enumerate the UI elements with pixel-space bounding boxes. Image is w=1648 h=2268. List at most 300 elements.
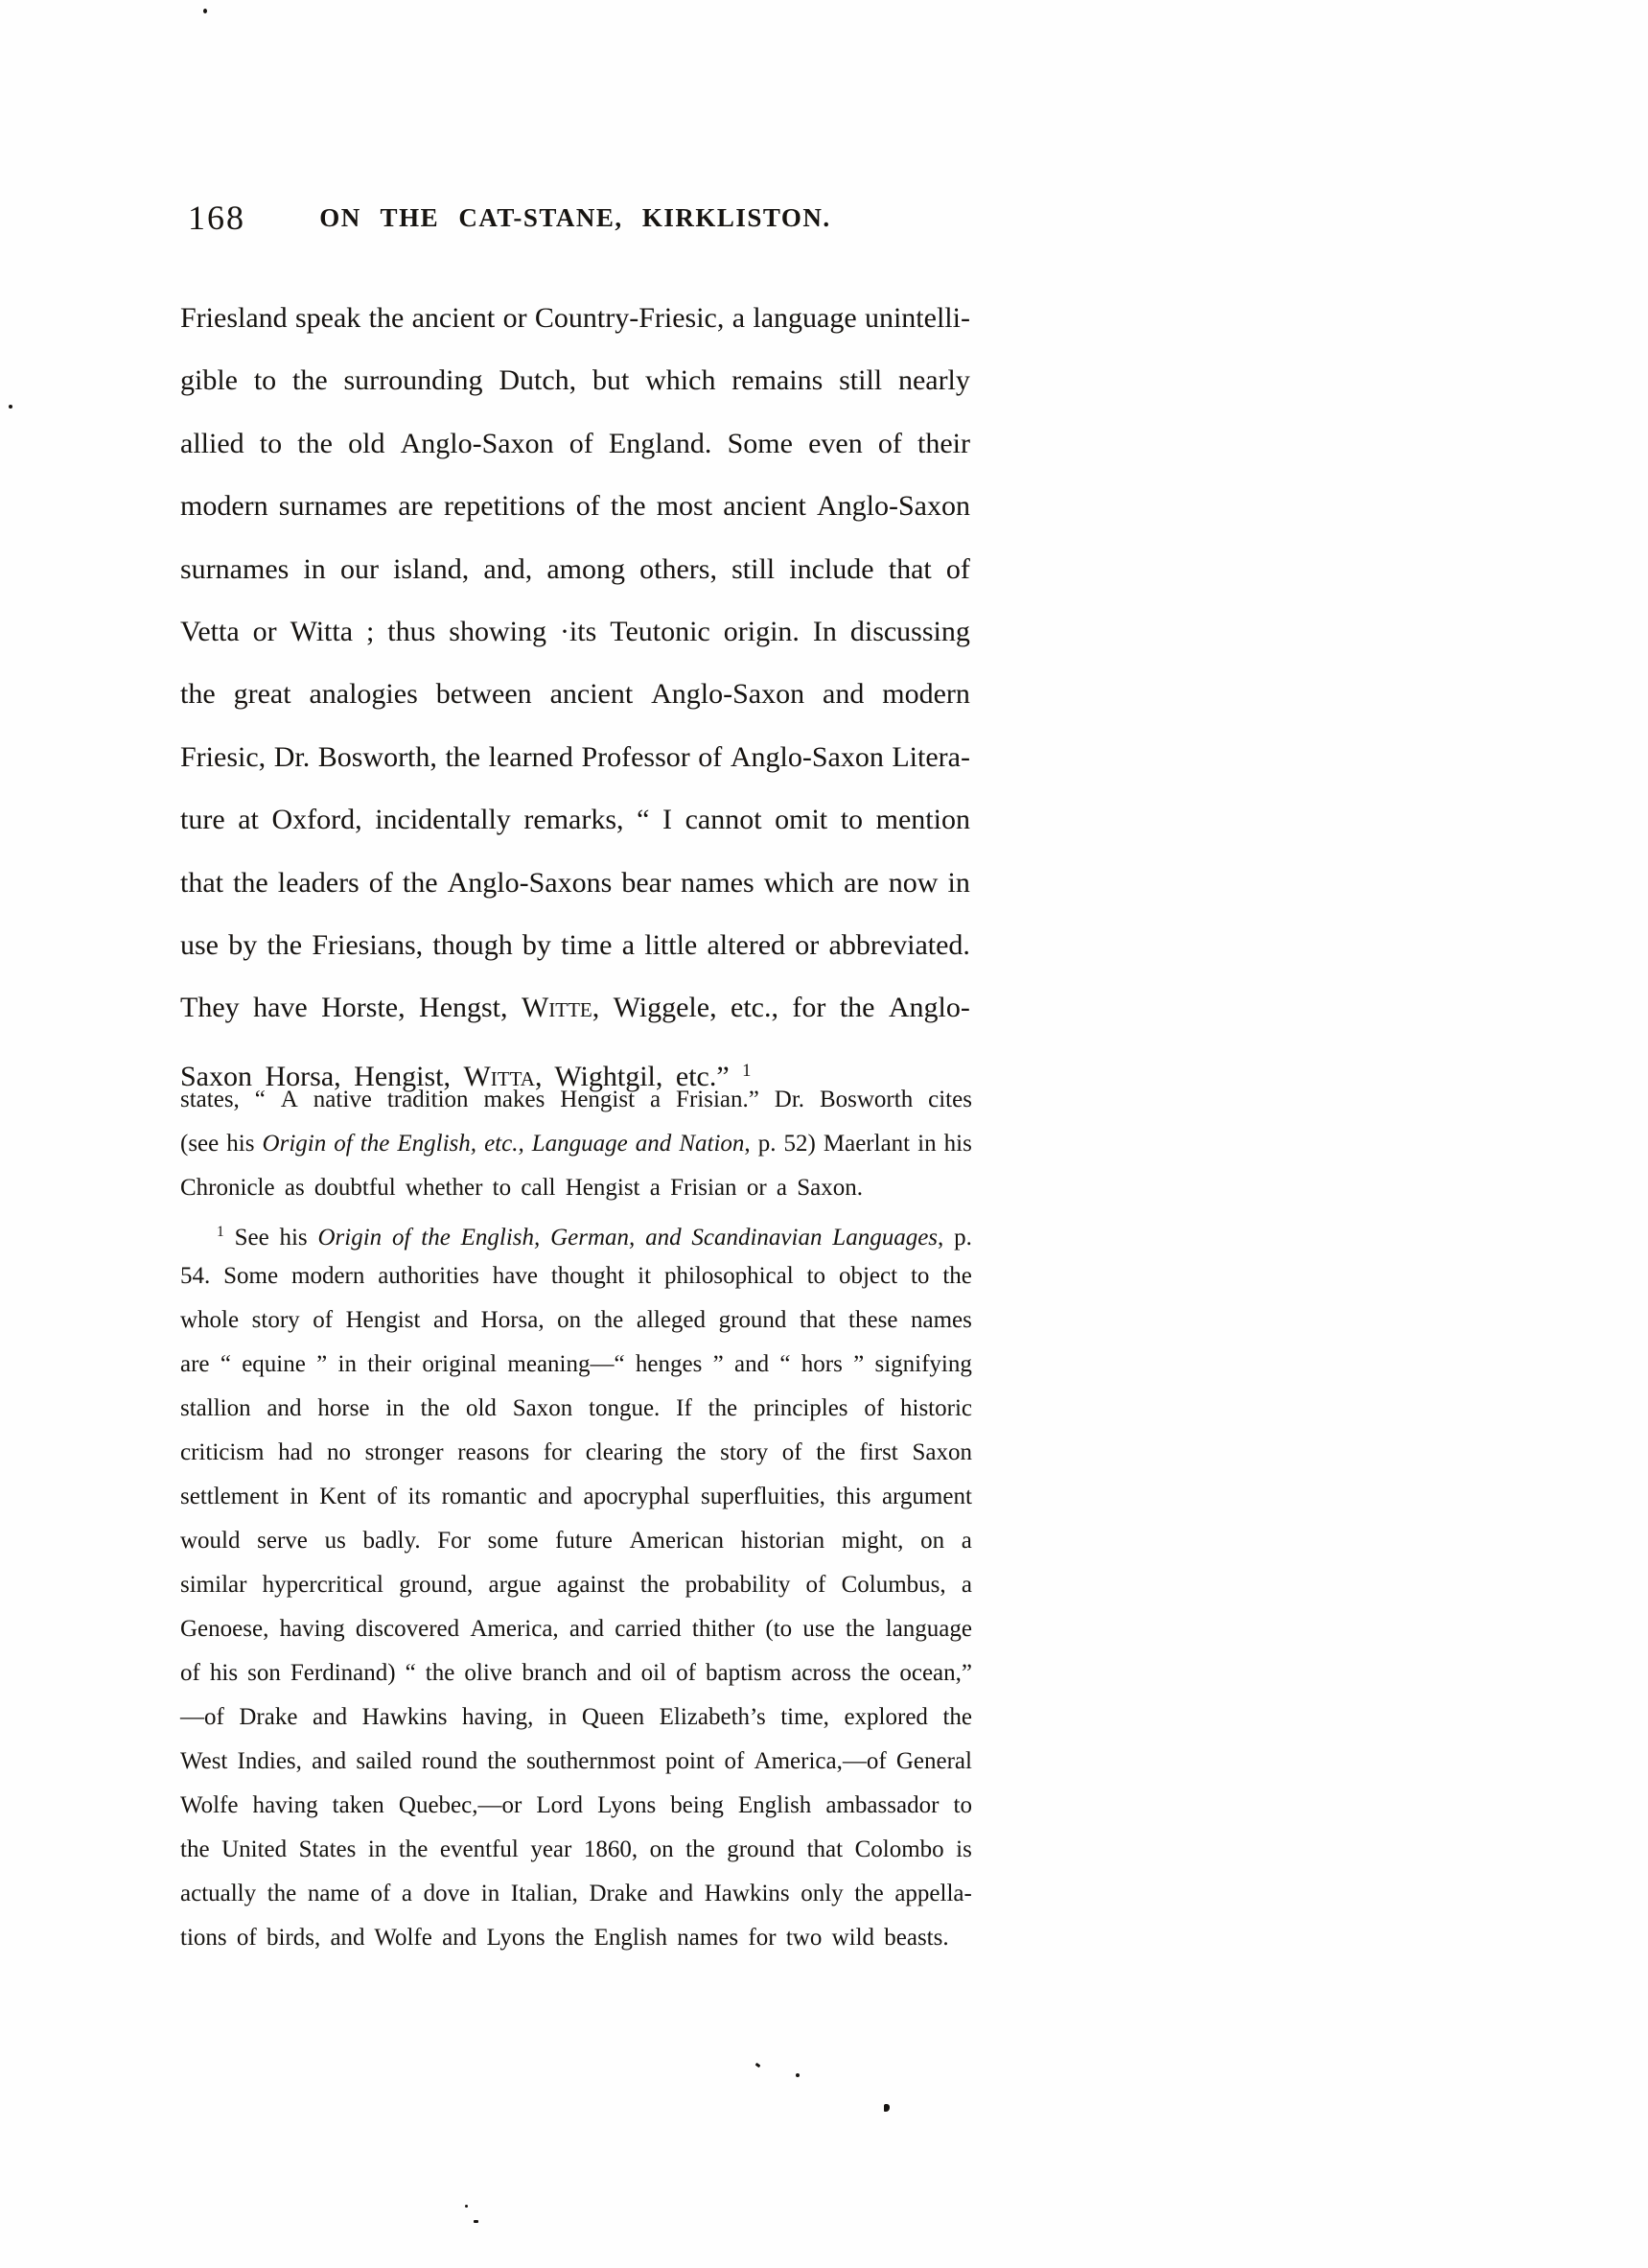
word: Witta,	[463, 1060, 543, 1092]
word: principles	[753, 1395, 848, 1421]
word: the	[554, 1925, 585, 1951]
word: language	[753, 302, 857, 334]
word: and,	[483, 552, 533, 585]
word: having	[279, 1616, 345, 1642]
word: southernmost	[526, 1748, 656, 1774]
word: old	[465, 1395, 497, 1421]
word: are	[180, 1351, 210, 1377]
word: of	[945, 552, 970, 585]
word: the	[233, 866, 268, 899]
word: for	[543, 1439, 572, 1465]
word: at	[238, 804, 259, 836]
word: the	[487, 1748, 517, 1774]
word: the	[593, 1307, 624, 1333]
word: Hengist,	[354, 1060, 451, 1092]
word: whether	[405, 1175, 483, 1201]
word: a	[731, 302, 746, 334]
word: in	[547, 1704, 568, 1730]
word: “	[220, 1351, 231, 1377]
text-line	[180, 287, 970, 349]
word: showing	[449, 615, 546, 647]
word: clearing	[585, 1439, 663, 1465]
word: in	[367, 1836, 387, 1862]
word: argue	[488, 1572, 542, 1598]
text-line	[180, 788, 970, 851]
word: little	[644, 928, 698, 961]
word: native	[313, 1087, 372, 1112]
word: to	[492, 1175, 512, 1201]
word: Dr.	[774, 1087, 805, 1112]
word: of	[180, 1660, 200, 1686]
word: Language	[531, 1131, 628, 1157]
word: old	[348, 427, 385, 459]
word: would	[180, 1528, 241, 1554]
word: names	[910, 1307, 972, 1333]
word: and	[596, 1660, 632, 1686]
word: alleged	[636, 1307, 707, 1333]
word: remains	[731, 364, 824, 397]
word: allied	[180, 427, 244, 459]
word: the	[402, 866, 438, 899]
word: the	[421, 1224, 451, 1251]
word: 1	[217, 1224, 224, 1240]
word: and	[312, 1748, 347, 1774]
word: use	[180, 928, 219, 961]
word: meaning—“	[507, 1351, 625, 1377]
word: the	[685, 1836, 715, 1862]
word: no	[326, 1439, 351, 1465]
word: having,	[462, 1704, 534, 1730]
word: time,	[780, 1704, 829, 1730]
word: Hawkins	[704, 1881, 790, 1906]
word: name	[307, 1881, 360, 1906]
word: tongue.	[589, 1395, 661, 1421]
word: Teutonic	[610, 615, 710, 647]
word: Drake	[239, 1704, 298, 1730]
word: leaders	[277, 866, 360, 899]
word: the	[708, 1395, 738, 1421]
text-line	[180, 1916, 972, 1960]
word: the	[425, 1660, 455, 1686]
scan-speck	[474, 2220, 478, 2223]
word: and	[659, 1881, 694, 1906]
word: of	[877, 427, 902, 459]
word: the	[180, 678, 216, 711]
word: Hengst,	[419, 992, 508, 1024]
word: States	[298, 1836, 357, 1862]
word: A	[280, 1087, 298, 1112]
word: to	[840, 804, 864, 836]
word: in	[303, 552, 326, 585]
word: language	[885, 1616, 972, 1642]
word: incidentally	[375, 804, 511, 836]
word: the	[845, 1616, 875, 1642]
word: Friesic,	[180, 740, 267, 773]
word: Witte,	[521, 992, 600, 1024]
word: ground,	[399, 1572, 474, 1598]
word: Hengist	[560, 1087, 636, 1112]
word: Saxon	[512, 1395, 573, 1421]
word: Witta	[290, 615, 354, 647]
word: the	[816, 1439, 846, 1465]
word: ·its	[559, 615, 597, 647]
word: Ferdinand)	[290, 1660, 396, 1686]
word: the	[860, 1660, 891, 1686]
word: use	[802, 1616, 835, 1642]
word: bear	[621, 866, 671, 899]
word: (to	[765, 1616, 793, 1642]
word: by	[522, 928, 551, 961]
word: of	[377, 1484, 398, 1509]
word: birds,	[266, 1925, 321, 1951]
word: Italian,	[510, 1881, 578, 1906]
word: wild	[831, 1925, 875, 1951]
word: Frisian.”	[676, 1087, 759, 1112]
text-line	[180, 1254, 972, 1298]
word: doubtful	[313, 1175, 396, 1201]
word: Professor	[581, 740, 690, 773]
word: hypercritical	[262, 1572, 383, 1598]
word: Chronicle	[180, 1175, 275, 1201]
word: story	[720, 1439, 769, 1465]
word: Elizabeth’s	[659, 1704, 766, 1730]
word: surnames	[278, 490, 388, 523]
word: mention	[875, 804, 970, 836]
word: and	[432, 1307, 469, 1333]
word: the	[942, 1263, 972, 1289]
scan-speck	[796, 2073, 800, 2077]
word: Colombo	[854, 1836, 944, 1862]
word: actually	[180, 1881, 257, 1906]
word: settlement	[180, 1484, 279, 1509]
word: island,	[393, 552, 470, 585]
word: German,	[550, 1224, 636, 1251]
word: it	[638, 1263, 652, 1289]
word: a	[776, 1175, 787, 1201]
word: his	[209, 1660, 239, 1686]
word: “	[779, 1351, 791, 1377]
word: and	[312, 1704, 348, 1730]
word: sailed	[356, 1748, 412, 1774]
word: that	[799, 1307, 836, 1333]
word: a	[961, 1572, 972, 1598]
word: probability	[685, 1572, 791, 1598]
word: or	[746, 1175, 767, 1201]
word: the	[267, 1881, 297, 1906]
word: surnames	[180, 552, 290, 585]
word: They	[180, 992, 240, 1024]
word: thus	[387, 615, 436, 647]
word: If	[676, 1395, 692, 1421]
word: to	[910, 1263, 930, 1289]
word: reasons	[457, 1439, 530, 1465]
word: the	[942, 1704, 972, 1730]
word: of	[313, 1307, 334, 1333]
word: the	[610, 490, 646, 523]
text-line	[180, 852, 970, 914]
word: unintelli-	[864, 302, 970, 334]
word: equine	[242, 1351, 306, 1377]
word: son	[247, 1660, 281, 1686]
word: ;	[365, 615, 375, 647]
word: English,	[397, 1131, 477, 1157]
word: etc.,	[484, 1131, 524, 1157]
word: a	[650, 1087, 662, 1112]
word: tradition	[386, 1087, 469, 1112]
word: Lyons	[486, 1925, 545, 1951]
word: cites	[928, 1087, 972, 1112]
word: learned	[488, 740, 573, 773]
word: Oxford,	[271, 804, 362, 836]
word: future	[555, 1528, 613, 1554]
word: altered	[707, 928, 786, 961]
word: p.	[757, 1131, 777, 1157]
word: a	[649, 1175, 661, 1201]
word: ground	[727, 1836, 796, 1862]
word: include	[789, 552, 874, 585]
word: for	[748, 1925, 777, 1951]
word: is	[956, 1836, 972, 1862]
word: 1	[742, 1060, 752, 1081]
word: his	[943, 1131, 972, 1157]
word: of	[575, 490, 600, 523]
word: “	[405, 1660, 416, 1686]
word: branch	[522, 1660, 588, 1686]
word: Languages,	[832, 1224, 944, 1251]
word: and	[645, 1224, 682, 1251]
word: Dutch,	[499, 364, 577, 397]
word: ground	[718, 1307, 787, 1333]
word: great	[233, 678, 291, 711]
word: English	[737, 1792, 812, 1818]
word: Origin	[262, 1131, 327, 1157]
word: explored	[844, 1704, 928, 1730]
word: Indies,	[237, 1748, 302, 1774]
word: had	[278, 1439, 313, 1465]
text-line	[180, 1387, 972, 1431]
word: Hengist	[565, 1175, 640, 1201]
word: 52)	[783, 1131, 816, 1157]
word: which	[763, 866, 835, 899]
text-line	[180, 475, 970, 537]
word: Vetta	[180, 615, 240, 647]
word: signifying	[874, 1351, 972, 1377]
word: Anglo-Saxon	[816, 490, 970, 523]
word: 54.	[180, 1263, 211, 1289]
word: ”	[712, 1351, 724, 1377]
word: Lyons	[597, 1792, 657, 1818]
word: or	[795, 928, 820, 961]
word: that	[180, 866, 223, 899]
word: Country-Friesic,	[534, 302, 725, 334]
word: might,	[841, 1528, 904, 1554]
word: ture	[180, 804, 225, 836]
word: their	[917, 427, 970, 459]
text-line	[180, 1210, 972, 1254]
word: by	[228, 928, 258, 961]
text-line	[180, 1828, 972, 1872]
word: Some	[223, 1263, 279, 1289]
word: ”	[316, 1351, 328, 1377]
text-line	[180, 538, 970, 600]
word: Anglo-Saxon	[730, 740, 884, 773]
word: England.	[608, 427, 712, 459]
word: and	[537, 1484, 573, 1509]
word: to	[259, 427, 283, 459]
word: point	[664, 1748, 715, 1774]
word: origin.	[723, 615, 800, 647]
word: of	[724, 1748, 745, 1774]
word: in	[337, 1351, 357, 1377]
word: appella-	[894, 1881, 972, 1906]
text-line	[180, 412, 970, 475]
word: his	[226, 1131, 255, 1157]
word: Nation,	[679, 1131, 751, 1157]
text-line	[180, 1695, 972, 1740]
word: Wightgil,	[554, 1060, 663, 1092]
word: Anglo-Saxons	[447, 866, 613, 899]
word: discussing	[849, 615, 970, 647]
word: even	[808, 427, 863, 459]
word: beasts.	[884, 1925, 949, 1951]
word: apocryphal	[583, 1484, 690, 1509]
word: henges	[635, 1351, 703, 1377]
word: tions	[180, 1925, 227, 1951]
word: time	[561, 928, 613, 961]
word: English,	[460, 1224, 541, 1251]
word: and	[442, 1925, 477, 1951]
word: modern	[291, 1263, 365, 1289]
word: argument	[881, 1484, 972, 1509]
word: Hawkins	[361, 1704, 448, 1730]
word: “	[254, 1087, 266, 1112]
word: nearly	[897, 364, 970, 397]
word: that	[806, 1836, 844, 1862]
word: serve	[257, 1528, 308, 1554]
word: See	[234, 1224, 269, 1251]
word: baptism	[706, 1660, 782, 1686]
word: Wolfe	[374, 1925, 432, 1951]
word: ”	[853, 1351, 865, 1377]
word: these	[848, 1307, 898, 1333]
word: 1860,	[583, 1836, 638, 1862]
word: superfluities,	[701, 1484, 825, 1509]
text-line	[180, 600, 970, 663]
word: for	[792, 992, 826, 1024]
word: the	[676, 1439, 707, 1465]
word: of	[805, 1572, 826, 1598]
word: of	[781, 1439, 802, 1465]
word: omit	[775, 804, 828, 836]
text-line	[180, 1343, 972, 1387]
word: Hengist	[345, 1307, 421, 1333]
word: in	[917, 1131, 937, 1157]
word: states,	[180, 1087, 240, 1112]
scan-speck	[755, 2063, 761, 2068]
word: remarks,	[523, 804, 624, 836]
word: of	[676, 1660, 696, 1686]
word: Horste,	[321, 992, 406, 1024]
text-line	[180, 1563, 972, 1607]
word: olive	[464, 1660, 513, 1686]
text-line	[180, 349, 970, 411]
word: or	[252, 615, 277, 647]
text-line	[180, 1298, 972, 1343]
text-line	[180, 1431, 972, 1475]
word: whole	[180, 1307, 240, 1333]
word: stallion	[180, 1395, 251, 1421]
text-line	[180, 663, 970, 725]
text-line	[180, 1519, 972, 1563]
word: (see	[180, 1131, 220, 1157]
word: Columbus,	[841, 1572, 946, 1598]
word: being	[670, 1792, 724, 1818]
word: or	[502, 302, 527, 334]
word: etc.,	[731, 992, 778, 1024]
word: Origin	[317, 1224, 383, 1251]
text-line	[180, 1122, 972, 1166]
word: story	[251, 1307, 300, 1333]
word: and	[635, 1131, 672, 1157]
word: hors	[801, 1351, 843, 1377]
word: have	[492, 1263, 538, 1289]
word: names	[677, 1925, 739, 1951]
word: against	[556, 1572, 625, 1598]
word: abbreviated.	[828, 928, 970, 961]
word: on	[920, 1528, 945, 1554]
word: call	[521, 1175, 556, 1201]
running-head: ON THE CAT-STANE, KIRKLISTON.	[319, 203, 831, 232]
word: the	[297, 427, 333, 459]
word: American	[629, 1528, 725, 1554]
word: year	[530, 1836, 572, 1862]
word: historian	[740, 1528, 825, 1554]
word: carried	[615, 1616, 682, 1642]
word: Saxon.	[797, 1175, 863, 1201]
word: that	[888, 552, 932, 585]
body-paragraph	[180, 287, 970, 1102]
word: and	[569, 1616, 605, 1642]
word: of	[864, 1395, 885, 1421]
word: the	[398, 1836, 429, 1862]
word: “	[637, 804, 650, 836]
word: its	[407, 1484, 431, 1509]
word: similar	[180, 1572, 247, 1598]
scan-speck	[9, 405, 12, 409]
word: ocean,”	[899, 1660, 972, 1686]
word: repetitions	[444, 490, 566, 523]
word: and	[267, 1395, 302, 1421]
word: I	[662, 804, 672, 836]
word: the	[854, 1881, 884, 1906]
text-line	[180, 1740, 972, 1784]
word: etc.”	[675, 1060, 730, 1092]
word: West	[180, 1748, 228, 1774]
word: Anglo-	[888, 992, 970, 1024]
text-line	[180, 1784, 972, 1828]
word: and	[733, 1351, 770, 1377]
text-line	[180, 1651, 972, 1695]
word: ambassador	[825, 1792, 940, 1818]
word: the	[267, 928, 303, 961]
word: Saxon	[912, 1439, 972, 1465]
word: taken	[332, 1792, 384, 1818]
word: philosophical	[663, 1263, 794, 1289]
word: in	[385, 1395, 405, 1421]
word: only	[801, 1881, 844, 1906]
word: a	[961, 1528, 972, 1554]
word: on	[557, 1307, 582, 1333]
